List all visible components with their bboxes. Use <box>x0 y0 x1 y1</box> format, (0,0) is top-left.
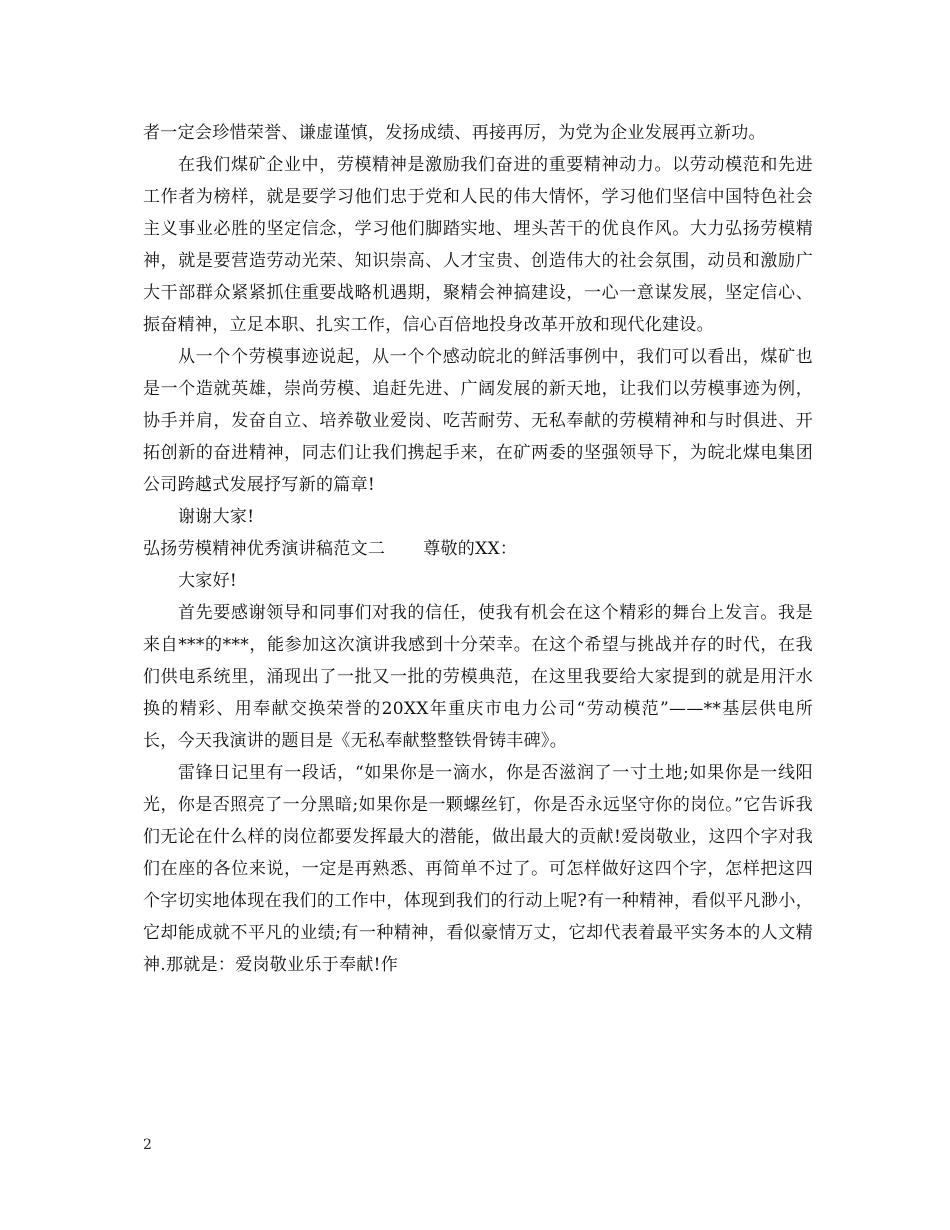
section-heading <box>143 533 813 565</box>
salutation: 尊敬的XX： <box>423 539 518 559</box>
paragraph: 者一定会珍惜荣誉、谦虚谨慎，发扬成绩、再接再厉，为党为企业发展再立新功。 <box>143 123 766 143</box>
paragraph: 在我们煤矿企业中，劳模精神是激励我们奋进的重要精神动力。以劳动模范和先进工作者为榜样，就是要学习他们忠于党和人民的伟大情怀，学习他们坚信中国特色社会主义事业必胜的坚定信念，学习他们脚踏实地、埋头苦干的优良作风。大力弘扬劳模精神，就是要营造劳动光荣、知识崇高、人才宝贵、创造伟大的社会氛围，动员和激励广大干部群众紧紧抓住重要战略机遇期，聚精会神搞建设，一心一意谋发展，坚定信心、振奋精神，立足本职、扎实工作，信心百倍地投身改革开放和现代化建设。 <box>143 155 813 335</box>
section-title: 弘扬劳模精神优秀演讲稿范文二 <box>143 539 386 559</box>
document-body <box>143 117 813 981</box>
paragraph: 雷锋日记里有一段话，“如果你是一滴水，你是否滋润了一寸土地;如果你是一线阳光，你是否照亮了一分黑暗;如果你是一颗螺丝钉，你是否永远坚守你的岗位。”它告诉我们无论在什么样的岗位都要发挥最大的潜能，做出最大的贡献!爱岗敬业，这四个字对我们在座的各位来说，一定是再熟悉、再简单不过了。可怎样做好这四个字，怎样把这四个字切实地体现在我们的工作中，体现到我们的行动上呢?有一种精神，看似平凡渺小，它却能成就不平凡的业绩;有一种精神，看似豪情万丈，它却代表着最平实务本的人文精神.那就是：爱岗敬业乐于奉献!作 <box>143 763 813 975</box>
paragraph: 首先要感谢领导和同事们对我的信任，使我有机会在这个精彩的舞台上发言。我是来自***的***，能参加这次演讲我感到十分荣幸。在这个希望与挑战并存的时代，在我们供电系统里，涌现出了一批又一批的劳模典范，在这里我要给大家提到的就是用汗水换的精彩、用奉献交换荣誉的20XX年重庆市电力公司“劳动模范”——**基层供电所长，今天我演讲的题目是《无私奉献整整铁骨铸丰碑》。 <box>143 603 813 751</box>
greeting: 大家好! <box>178 571 238 591</box>
closing-thanks: 谢谢大家! <box>178 507 255 527</box>
paragraph: 从一个个劳模事迹说起，从一个个感动皖北的鲜活事例中，我们可以看出，煤矿也是一个造就英雄，崇尚劳模、追赶先进、广阔发展的新天地，让我们以劳模事迹为例，协手并肩，发奋自立、培养敬业爱岗、吃苦耐劳、无私奉献的劳模精神和与时俱进、开拓创新的奋进精神，同志们让我们携起手来，在矿两委的坚强领导下，为皖北煤电集团公司跨越式发展抒写新的篇章! <box>143 347 813 495</box>
page-number: 2 <box>143 1137 152 1153</box>
